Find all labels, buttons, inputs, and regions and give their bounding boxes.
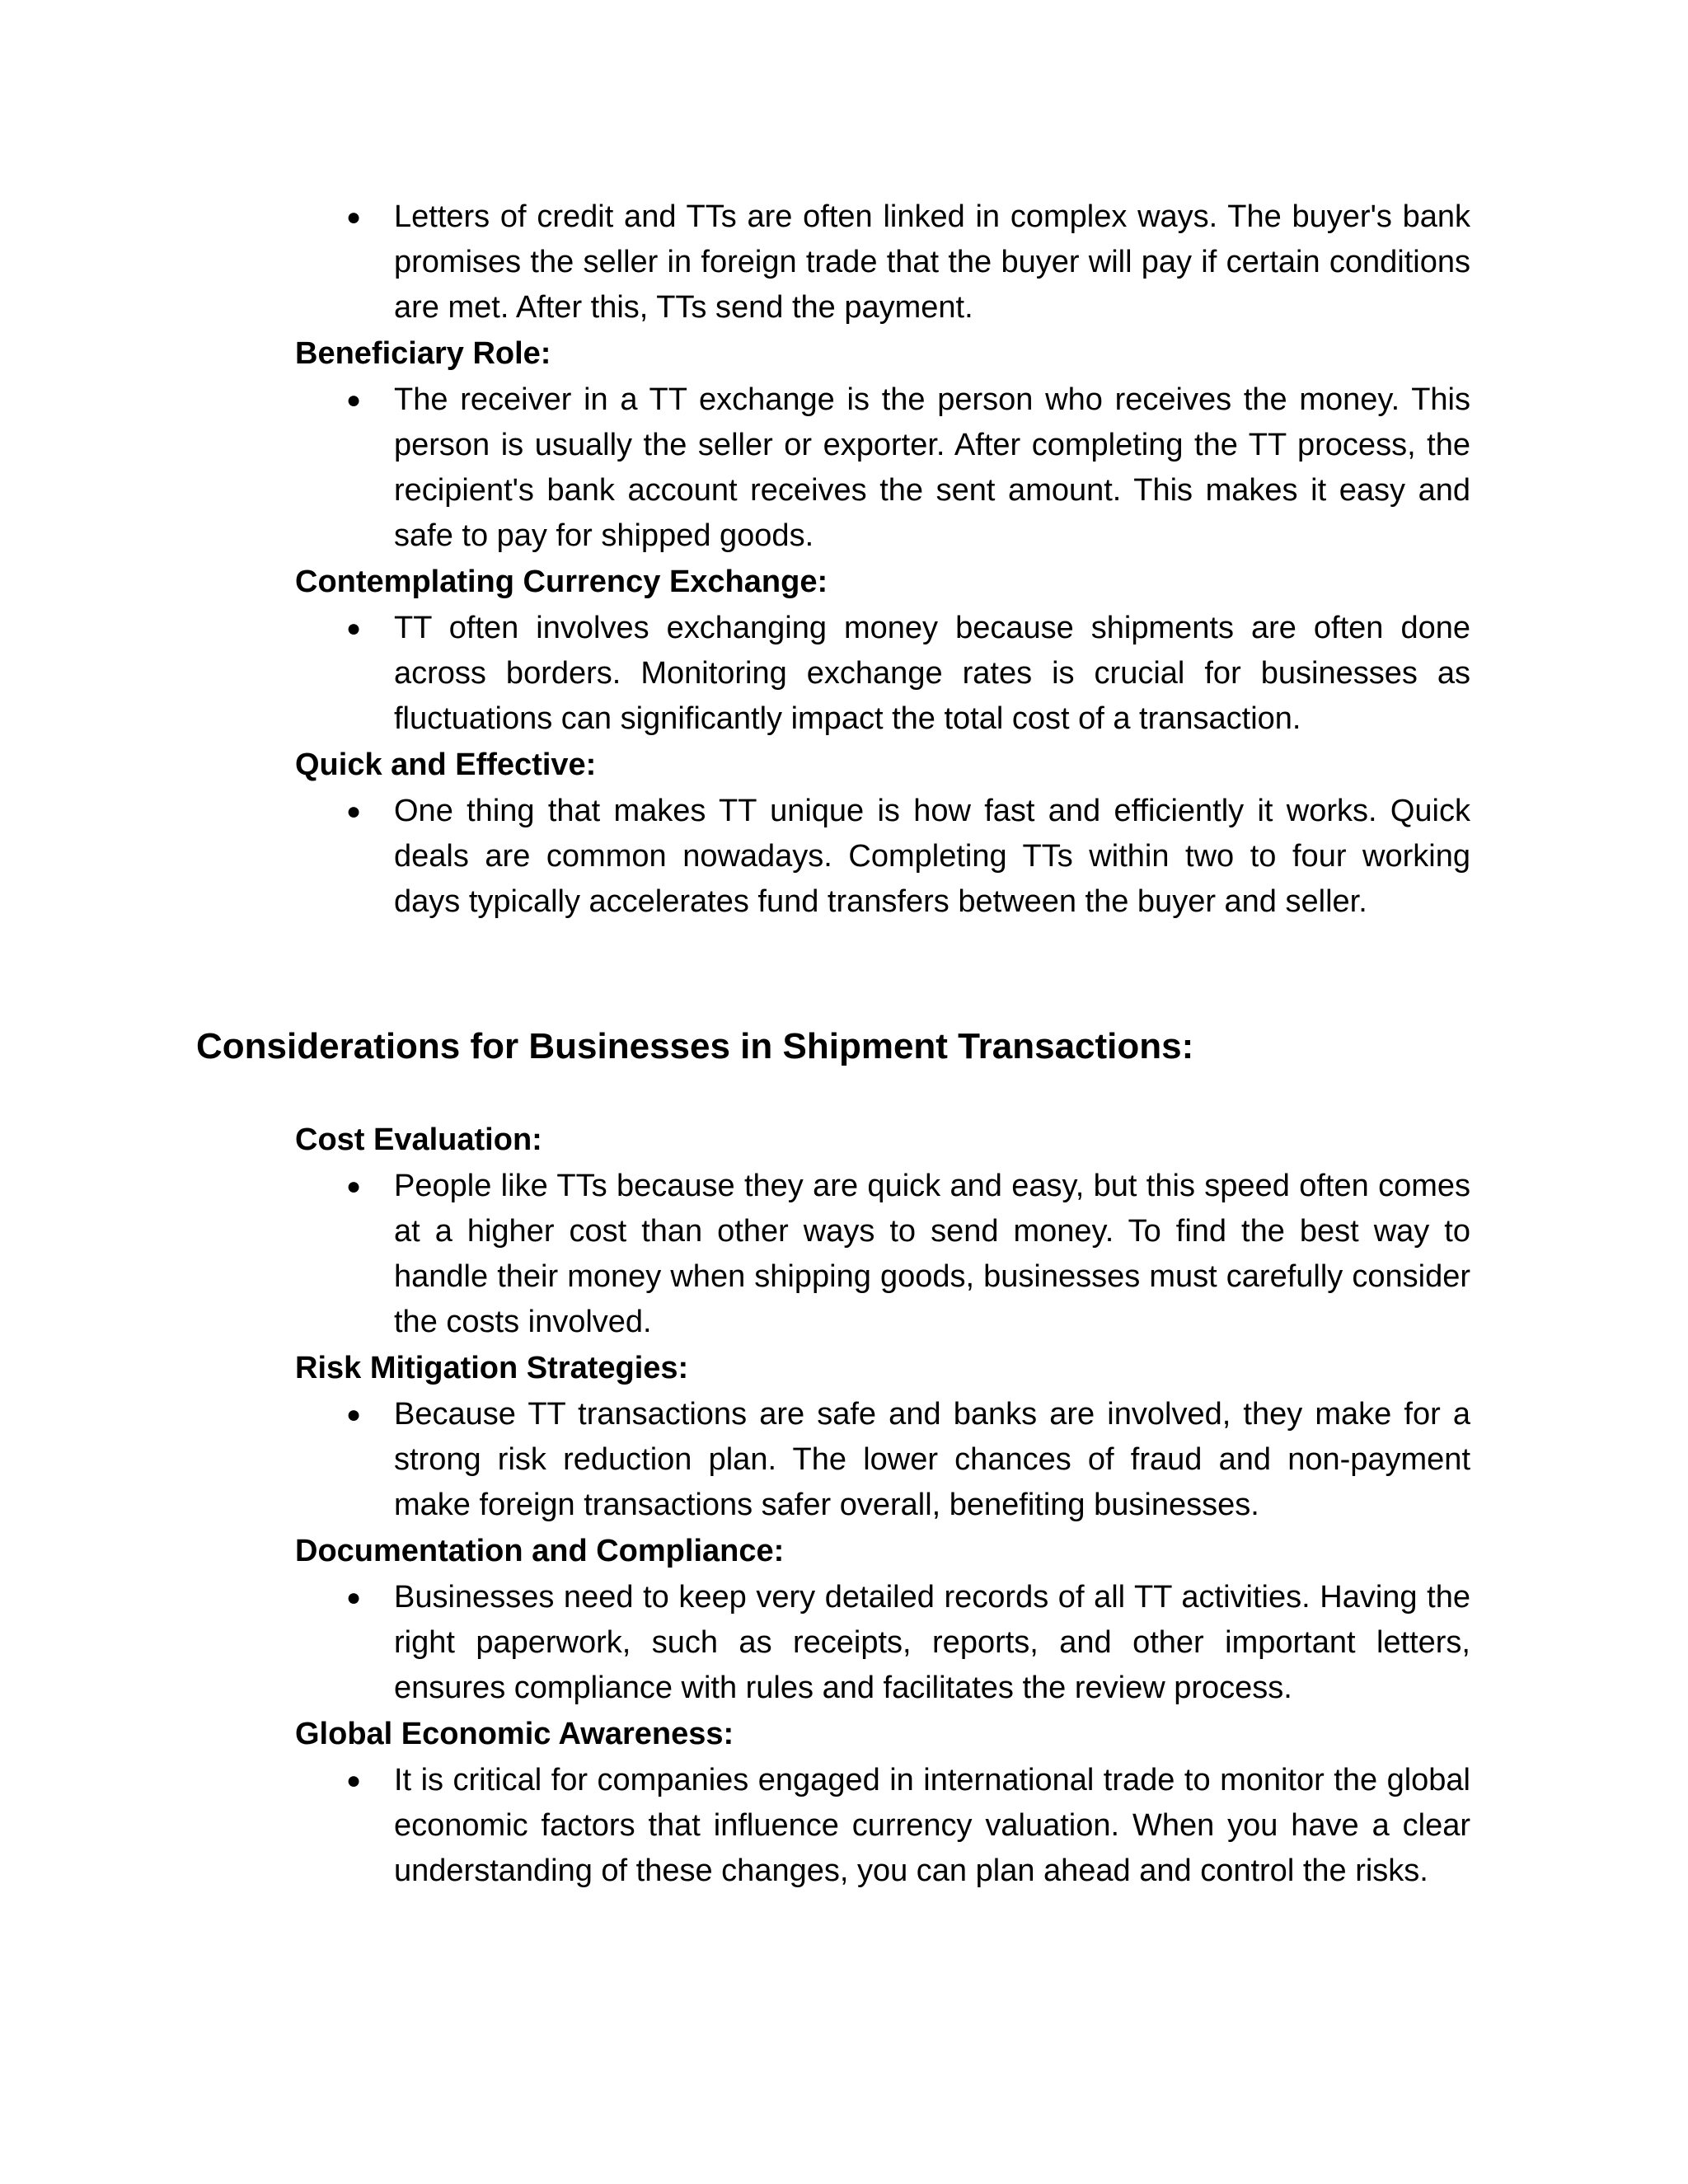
bullet-text: Because TT transactions are safe and banks are involved, they make for a strong risk reduction plan. The lower chances of fraud and non-payment make foreign transactions safer overall, benefiting businesses. [394,1397,1470,1522]
bullet-item [295,606,1470,742]
bullet-list [295,606,1470,742]
section-subheading-beneficiary-role: Beneficiary Role: [295,336,551,371]
section-subheading-global-economic-awareness: Global Economic Awareness: [295,1717,734,1751]
bullet-item [295,1575,1470,1711]
bullet-icon: ● [346,1767,362,1794]
bullet-list [295,789,1470,925]
bullet-icon: ● [346,798,362,825]
bullet-icon: ● [346,1401,362,1428]
bullet-text: The receiver in a TT exchange is the person who receives the money. This person is usually the seller or exporter. After completing the TT process, the recipient's bank account receives the sent amount. This makes it easy and safe to pay for shipped goods. [394,382,1470,553]
top-content [295,194,1470,925]
section-subheading-quick-and-effective: Quick and Effective: [295,748,597,782]
section-subheading-risk-mitigation: Risk Mitigation Strategies: [295,1351,689,1385]
bullet-list [295,1575,1470,1711]
bullet-text: TT often involves exchanging money because shipments are often done across borders. Monitoring exchange rates is crucial for businesses as fluctuations can significantly impact the total cost of a transaction. [394,611,1470,736]
bullet-text: People like TTs because they are quick and easy, but this speed often comes at a higher cost than other ways to send money. To find the best way to handle their money when shipping goods, businesses must carefully consider the costs involved. [394,1169,1470,1339]
bullet-item [295,1164,1470,1345]
bullet-text: Businesses need to keep very detailed records of all TT activities. Having the right paperwork, such as receipts, reports, and other important letters, ensures compliance with rules and facilitates the review process. [394,1580,1470,1705]
bullet-list [295,1758,1470,1894]
bullet-icon: ● [346,204,362,231]
bullet-list [295,1392,1470,1528]
bullet-item [295,1392,1470,1528]
bullet-icon: ● [346,387,362,414]
bullet-list [295,377,1470,559]
bullet-item [295,789,1470,925]
bottom-content [295,1117,1470,1894]
bullet-item [295,1758,1470,1894]
bullet-text: One thing that makes TT unique is how fast and efficiently it works. Quick deals are common nowadays. Completing TTs within two to four working days typically accelerates fund transfers between the buyer and seller. [394,794,1470,919]
bullet-item [295,194,1470,330]
bullet-icon: ● [346,1584,362,1611]
section-subheading-currency-exchange: Contemplating Currency Exchange: [295,565,828,599]
bullet-text: Letters of credit and TTs are often linked in complex ways. The buyer's bank promises the seller in foreign trade that the buyer will pay if certain conditions are met. After this, TTs send the payment. [394,199,1470,325]
bullet-list [295,1164,1470,1345]
section-subheading-documentation: Documentation and Compliance: [295,1534,785,1568]
section-subheading-cost-evaluation: Cost Evaluation: [295,1122,542,1157]
bullet-icon: ● [346,1173,362,1200]
bullet-list [295,194,1470,330]
bullet-text: It is critical for companies engaged in international trade to monitor the global economic factors that influence currency valuation. When you have a clear understanding of these changes, you can plan ahead and control the risks. [394,1763,1470,1888]
bullet-icon: ● [346,615,362,642]
main-section-heading: Considerations for Businesses in Shipment Transactions: [196,1026,1194,1066]
bullet-item [295,377,1470,559]
